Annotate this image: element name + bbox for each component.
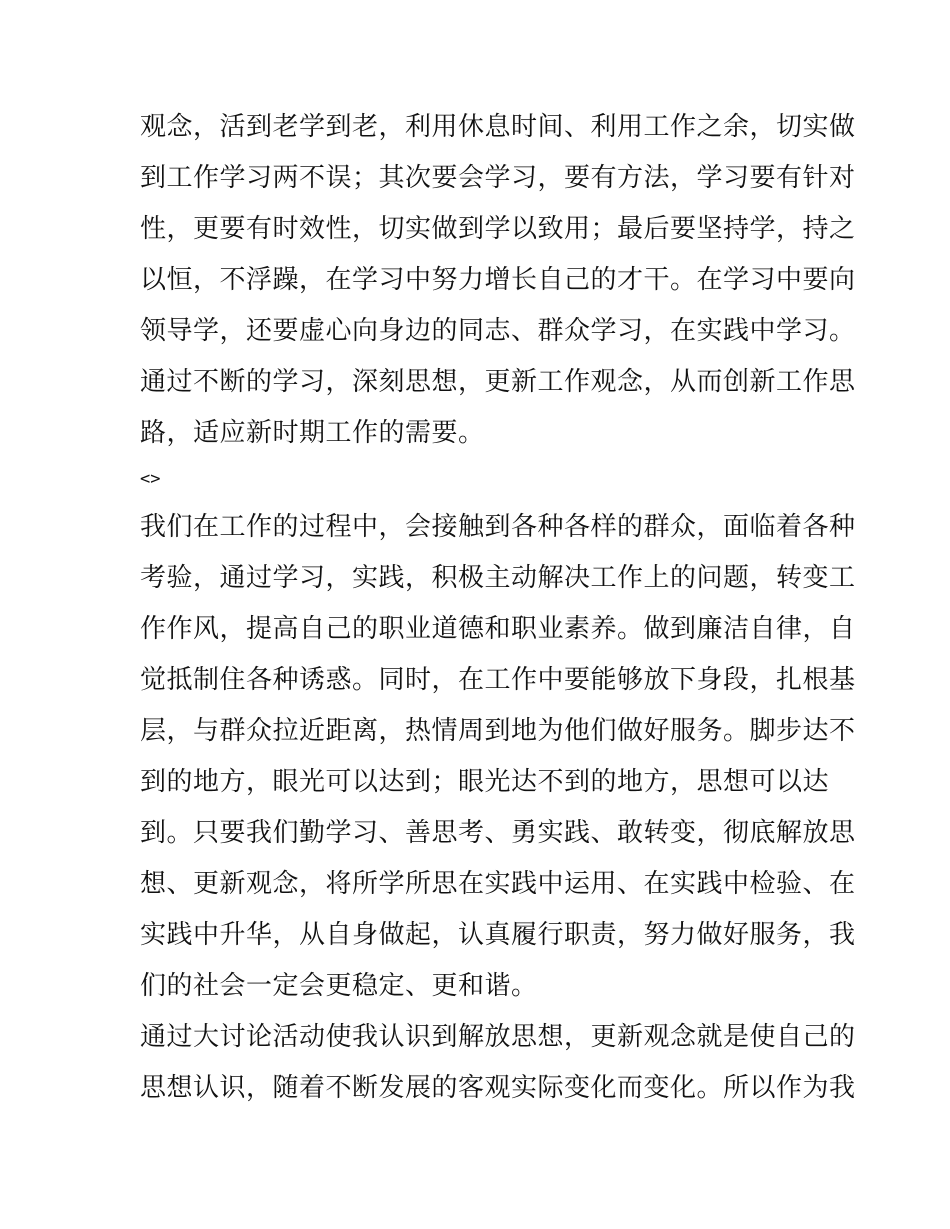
paragraph-2-line-7: 到。只要我们勤学习、善思考、勇实践、敢转变，彻底解放思 (140, 818, 856, 848)
paragraph-2-line-5: 层，与群众拉近距离，热情周到地为他们做好服务。脚步达不 (140, 716, 856, 746)
paragraph-3-line-2: 思想认识，随着不断发展的客观实际变化而变化。所以作为我 (140, 1073, 856, 1103)
paragraph-2-line-6: 到的地方，眼光可以达到；眼光达不到的地方，思想可以达 (140, 767, 830, 797)
paragraph-2-line-10: 们的社会一定会更稳定、更和谐。 (140, 971, 538, 1001)
paragraph-2-line-8: 想、更新观念，将所学所思在实践中运用、在实践中检验、在 (140, 869, 856, 899)
paragraph-2-line-2: 考验，通过学习，实践，积极主动解决工作上的问题，转变工 (140, 563, 856, 593)
paragraph-2-line-9: 实践中升华，从自身做起，认真履行职责，努力做好服务，我 (140, 920, 856, 950)
section-separator: <> (140, 469, 161, 489)
paragraph-1-line-2: 到工作学习两不误；其次要会学习，要有方法，学习要有针对 (140, 163, 856, 193)
paragraph-3-line-1: 通过大讨论活动使我认识到解放思想，更新观念就是使自己的 (140, 1022, 856, 1052)
paragraph-2-line-1: 我们在工作的过程中，会接触到各种各样的群众，面临着各种 (140, 512, 856, 542)
paragraph-1-line-7: 路，适应新时期工作的需要。 (140, 418, 485, 448)
paragraph-1-line-6: 通过不断的学习，深刻思想，更新工作观念，从而创新工作思 (140, 367, 856, 397)
paragraph-1-line-1: 观念，活到老学到老，利用休息时间、利用工作之余，切实做 (140, 112, 856, 142)
paragraph-1-line-4: 以恒，不浮躁，在学习中努力增长自己的才干。在学习中要向 (140, 265, 856, 295)
paragraph-2-line-4: 觉抵制住各种诱惑。同时，在工作中要能够放下身段，扎根基 (140, 665, 856, 695)
paragraph-1-line-3: 性，更要有时效性，切实做到学以致用；最后要坚持学，持之 (140, 214, 856, 244)
paragraph-2-line-3: 作作风，提高自己的职业道德和职业素养。做到廉洁自律，自 (140, 614, 856, 644)
paragraph-1-line-5: 领导学，还要虚心向身边的同志、群众学习，在实践中学习。 (140, 316, 856, 346)
